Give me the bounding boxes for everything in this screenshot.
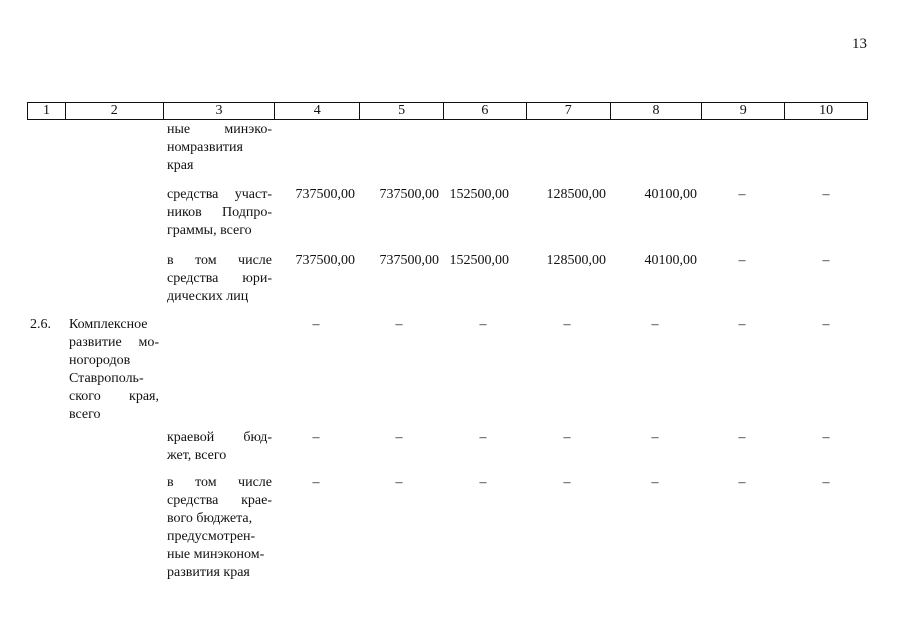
row1-col8-value: 40100,00 — [644, 187, 697, 202]
row2-col3-line1: в том числе — [167, 253, 272, 268]
row4-col3-line1: краевой бюд- — [167, 430, 272, 445]
row2-col5-value: 737500,00 — [379, 253, 439, 268]
row3-col7-value: – — [563, 317, 571, 332]
row3-col9-value: – — [738, 317, 746, 332]
row3-col1-number: 2.6. — [30, 317, 51, 332]
col-header-7: 7 — [526, 103, 610, 119]
row3-col2-line5: ского края, — [69, 389, 159, 404]
row1-col3-line3: граммы, всего — [167, 223, 252, 238]
row5-col3-line2: средства крае- — [167, 493, 272, 508]
row4-col8-value: – — [651, 430, 659, 445]
row4-col7-value: – — [563, 430, 571, 445]
col-header-9: 9 — [701, 103, 784, 119]
row2-col3-line3: дических лиц — [167, 289, 249, 304]
row3-col2-line2: развитие мо- — [69, 335, 159, 350]
row5-col9-value: – — [738, 475, 746, 490]
col-header-1: 1 — [42, 103, 50, 118]
row4-col9-value: – — [738, 430, 746, 445]
col-header-4: 4 — [274, 103, 359, 119]
row5-col3-line3: вого бюджета, — [167, 511, 253, 526]
row2-col6-value: 152500,00 — [449, 253, 509, 268]
col-header-3: 3 — [163, 103, 275, 119]
row1-col9-value: – — [738, 187, 746, 202]
row3-col6-value: – — [479, 317, 487, 332]
row5-col3-line5: ные минэконом- — [167, 547, 265, 562]
row1-col3-line2: ников Подпро- — [167, 205, 272, 220]
row5-col3-line6: развития края — [167, 565, 250, 580]
row5-col3-line4: предусмотрен- — [167, 529, 256, 544]
col-header-10: 10 — [784, 103, 867, 119]
row2-col8-value: 40100,00 — [644, 253, 697, 268]
page-number: 13 — [852, 36, 867, 52]
row3-col2-line3: ногородов — [69, 353, 131, 368]
row0-col3-line2: номразвития — [167, 140, 243, 155]
row4-col4-value: – — [312, 430, 320, 445]
row5-col3-line1: в том числе — [167, 475, 272, 490]
row2-col10-value: – — [822, 253, 830, 268]
row2-col9-value: – — [738, 253, 746, 268]
col-header-2: 2 — [65, 103, 163, 119]
col-header-5: 5 — [359, 103, 443, 119]
row1-col3-line1: средства участ- — [167, 187, 272, 202]
row3-col10-value: – — [822, 317, 830, 332]
row5-col5-value: – — [395, 475, 403, 490]
row1-col10-value: – — [822, 187, 830, 202]
row1-col6-value: 152500,00 — [449, 187, 509, 202]
row5-col10-value: – — [822, 475, 830, 490]
row1-col7-value: 128500,00 — [546, 187, 606, 202]
row1-col4-value: 737500,00 — [295, 187, 355, 202]
row4-col6-value: – — [479, 430, 487, 445]
table-header — [27, 102, 868, 120]
row3-col2-line4: Ставрополь- — [69, 371, 144, 386]
row4-col5-value: – — [395, 430, 403, 445]
row5-col8-value: – — [651, 475, 659, 490]
row0-col3-line3: края — [167, 158, 194, 173]
row2-col3-line2: средства юри- — [167, 271, 272, 286]
row5-col7-value: – — [563, 475, 571, 490]
row2-col4-value: 737500,00 — [295, 253, 355, 268]
row5-col6-value: – — [479, 475, 487, 490]
col-header-6: 6 — [443, 103, 526, 119]
row3-col2-line1: Комплексное — [69, 317, 148, 332]
row0-col3-line1: ные минэко- — [167, 122, 272, 137]
row1-col5-value: 737500,00 — [379, 187, 439, 202]
row3-col2-line6: всего — [69, 407, 101, 422]
row4-col10-value: – — [822, 430, 830, 445]
col-header-8: 8 — [610, 103, 702, 119]
row5-col4-value: – — [312, 475, 320, 490]
row2-col7-value: 128500,00 — [546, 253, 606, 268]
row3-col5-value: – — [395, 317, 403, 332]
row4-col3-line2: жет, всего — [167, 448, 227, 463]
row3-col8-value: – — [651, 317, 659, 332]
row3-col4-value: – — [312, 317, 320, 332]
